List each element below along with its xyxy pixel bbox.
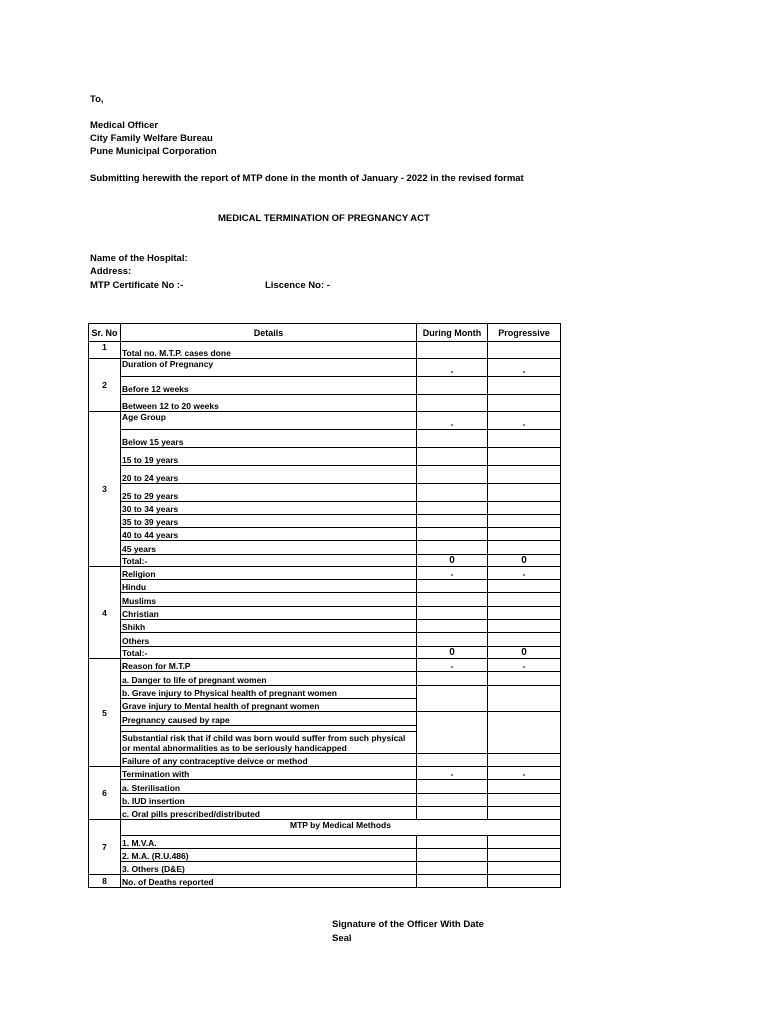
progressive-cell [488, 807, 561, 820]
during-month-cell: - [417, 767, 488, 780]
table-row [89, 377, 561, 395]
table-row [89, 712, 561, 726]
progressive-cell [488, 580, 561, 593]
progressive-cell [488, 593, 561, 607]
section-heading: Reason for M.T.P [121, 659, 417, 672]
during-month-cell [417, 528, 488, 541]
table-row [89, 686, 561, 699]
row-label: b. IUD insertion [121, 794, 417, 807]
progressive-cell [488, 484, 561, 502]
row-label: No. of Deaths reported [121, 875, 417, 888]
table-row [89, 820, 561, 836]
row-label: 20 to 24 years [121, 466, 417, 484]
table-row [89, 620, 561, 633]
progressive-cell [488, 466, 561, 484]
row-label: 1. M.V.A. [121, 836, 417, 849]
recipient-department: City Family Welfare Bureau [90, 133, 213, 144]
row-label: b. Grave injury to Physical health of pregnant women [121, 686, 417, 699]
row-label: 40 to 44 years [121, 528, 417, 541]
row-label: Hindu [121, 580, 417, 593]
during-month-cell [417, 686, 488, 712]
table-row [89, 593, 561, 607]
progressive-cell [488, 862, 561, 875]
row-label: 45 years [121, 541, 417, 555]
total-during-month: 0 [417, 555, 488, 567]
section-heading: Religion [121, 567, 417, 580]
during-month-cell [417, 448, 488, 466]
during-month-cell [417, 377, 488, 395]
progressive-cell [488, 780, 561, 794]
progressive-cell [488, 875, 561, 888]
progressive-cell [488, 395, 561, 412]
during-month-cell [417, 849, 488, 862]
table-row [89, 754, 561, 767]
during-month-cell [417, 342, 488, 359]
table-row [89, 555, 561, 567]
table-row [89, 580, 561, 593]
sr-number: 1 [89, 342, 121, 359]
total-progressive: 0 [488, 555, 561, 567]
table-row [89, 807, 561, 820]
table-row [89, 515, 561, 528]
during-month-cell [417, 672, 488, 686]
section-heading: MTP by Medical Methods [121, 820, 561, 836]
total-progressive: 0 [488, 647, 561, 659]
during-month-cell [417, 780, 488, 794]
progressive-cell [488, 672, 561, 686]
progressive-cell [488, 430, 561, 448]
progressive-cell [488, 448, 561, 466]
table-row [89, 862, 561, 875]
sr-number: 3 [89, 412, 121, 567]
progressive-cell [488, 502, 561, 515]
table-row [89, 412, 561, 430]
row-label: Grave injury to Mental health of pregnant women [121, 699, 417, 712]
during-month-cell [417, 807, 488, 820]
table-row [89, 672, 561, 686]
row-label: Muslims [121, 593, 417, 607]
row-label: Total no. M.T.P. cases done [121, 342, 417, 359]
subject-line: Submitting herewith the report of MTP done in the month of January - 2022 in the revised format [90, 173, 524, 184]
recipient-organization: Pune Municipal Corporation [90, 146, 217, 157]
during-month-cell [417, 515, 488, 528]
during-month-cell [417, 875, 488, 888]
table-row [89, 466, 561, 484]
section-heading: Age Group [121, 412, 417, 430]
during-month-cell [417, 620, 488, 633]
row-label: a. Danger to life of pregnant women [121, 672, 417, 686]
table-row [89, 484, 561, 502]
during-month-cell: - [417, 412, 488, 430]
table-row [89, 836, 561, 849]
row-label: Substantial risk that if child was born would suffer from such physical or mental abnormalities as to be seriously handicapped [121, 732, 417, 754]
table-row [89, 794, 561, 807]
progressive-cell [488, 686, 561, 712]
row-label: Failure of any contraceptive deivce or method [121, 754, 417, 767]
licence-number-label: Liscence No: - [265, 280, 330, 291]
during-month-cell [417, 395, 488, 412]
row-label: 2. M.A. (R.U.486) [121, 849, 417, 862]
during-month-cell [417, 862, 488, 875]
address-label: Address: [90, 266, 132, 277]
sr-number: 8 [89, 875, 121, 888]
header-sr-no: Sr. No [89, 324, 121, 342]
progressive-cell [488, 849, 561, 862]
during-month-cell [417, 607, 488, 620]
progressive-cell: - [488, 567, 561, 580]
during-month-cell [417, 712, 488, 754]
seal-label: Seal [332, 933, 352, 944]
table-row [89, 659, 561, 672]
table-row [89, 647, 561, 659]
recipient-title: Medical Officer [90, 120, 159, 131]
row-label: 3. Others (D&E) [121, 862, 417, 875]
table-row [89, 607, 561, 620]
sr-number: 2 [89, 359, 121, 412]
row-label: Others [121, 633, 417, 647]
sr-number: 6 [89, 767, 121, 820]
progressive-cell: - [488, 412, 561, 430]
progressive-cell [488, 541, 561, 555]
during-month-cell [417, 794, 488, 807]
during-month-cell [417, 484, 488, 502]
table-row [89, 430, 561, 448]
table-row [89, 780, 561, 794]
during-month-cell [417, 502, 488, 515]
salutation: To, [90, 94, 104, 105]
row-label: c. Oral pills prescribed/distributed [121, 807, 417, 820]
table-row [89, 342, 561, 359]
table-row [89, 502, 561, 515]
table-header-row [89, 324, 561, 342]
row-label: 30 to 34 years [121, 502, 417, 515]
progressive-cell [488, 515, 561, 528]
during-month-cell [417, 593, 488, 607]
row-label: Between 12 to 20 weeks [121, 395, 417, 412]
progressive-cell [488, 712, 561, 754]
row-label: a. Sterilisation [121, 780, 417, 794]
hospital-name-label: Name of the Hospital: [90, 253, 188, 264]
row-label: 35 to 39 years [121, 515, 417, 528]
table-row [89, 395, 561, 412]
total-label: Total:- [121, 647, 417, 659]
section-heading: Termination with [121, 767, 417, 780]
during-month-cell: - [417, 359, 488, 377]
during-month-cell [417, 754, 488, 767]
total-during-month: 0 [417, 647, 488, 659]
progressive-cell: - [488, 659, 561, 672]
row-label: Pregnancy caused by rape [121, 712, 417, 726]
sr-number: 5 [89, 659, 121, 767]
during-month-cell [417, 466, 488, 484]
progressive-cell [488, 836, 561, 849]
total-label: Total:- [121, 555, 417, 567]
during-month-cell [417, 836, 488, 849]
table-row [89, 767, 561, 780]
table-row [89, 359, 561, 377]
during-month-cell [417, 541, 488, 555]
document-title: MEDICAL TERMINATION OF PREGNANCY ACT [218, 213, 430, 224]
progressive-cell [488, 794, 561, 807]
row-label: Before 12 weeks [121, 377, 417, 395]
progressive-cell: - [488, 359, 561, 377]
progressive-cell [488, 754, 561, 767]
progressive-cell [488, 528, 561, 541]
row-label: 25 to 29 years [121, 484, 417, 502]
progressive-cell [488, 377, 561, 395]
during-month-cell [417, 633, 488, 647]
during-month-cell: - [417, 567, 488, 580]
during-month-cell [417, 580, 488, 593]
during-month-cell [417, 430, 488, 448]
sr-number: 7 [89, 820, 121, 875]
row-label: 15 to 19 years [121, 448, 417, 466]
table-row [89, 528, 561, 541]
sr-number: 4 [89, 567, 121, 659]
progressive-cell [488, 607, 561, 620]
certificate-number-label: MTP Certificate No :- [90, 280, 184, 291]
progressive-cell [488, 633, 561, 647]
mtp-report-table [88, 323, 561, 888]
during-month-cell: - [417, 659, 488, 672]
progressive-cell [488, 620, 561, 633]
progressive-cell: - [488, 767, 561, 780]
signature-label: Signature of the Officer With Date [332, 919, 484, 930]
table-row [89, 448, 561, 466]
table-row [89, 633, 561, 647]
progressive-cell [488, 342, 561, 359]
table-row [89, 567, 561, 580]
table-row [89, 875, 561, 888]
header-during-month: During Month [417, 324, 488, 342]
header-details: Details [121, 324, 417, 342]
table-row [89, 541, 561, 555]
row-label: Christian [121, 607, 417, 620]
header-progressive: Progressive [488, 324, 561, 342]
table-row [89, 849, 561, 862]
row-label: Shikh [121, 620, 417, 633]
row-label: Below 15 years [121, 430, 417, 448]
section-heading: Duration of Pregnancy [121, 359, 417, 377]
